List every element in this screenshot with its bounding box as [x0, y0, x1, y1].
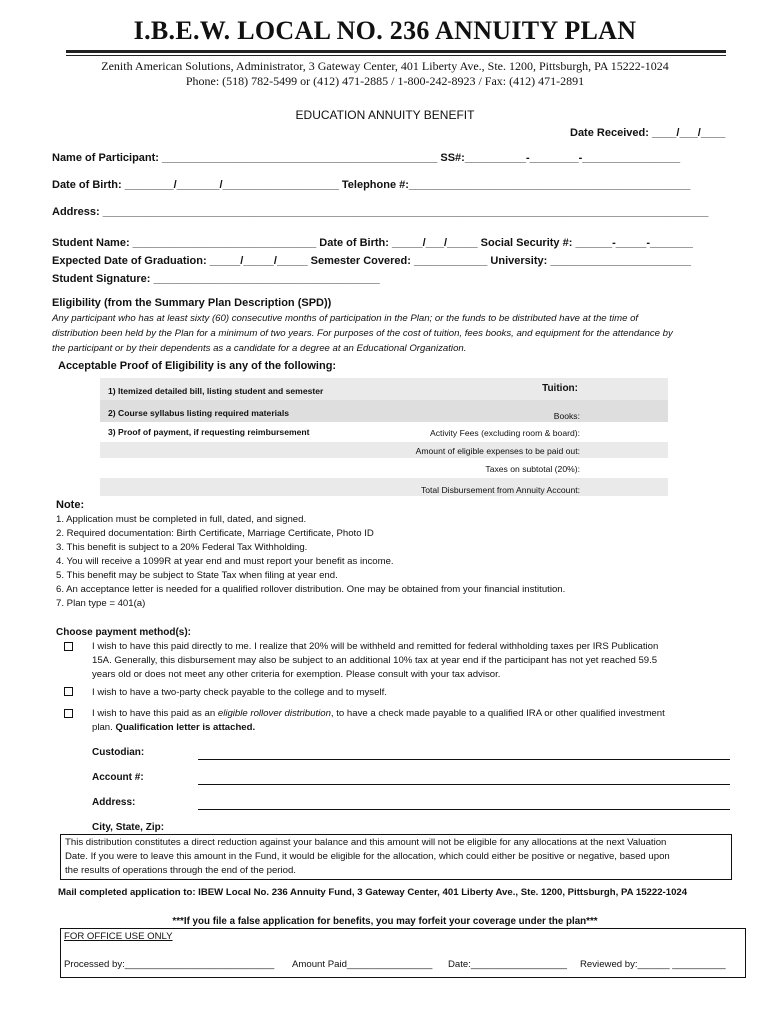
two-party-check-text: I wish to have a two-party check payable to the college and to myself.: [92, 687, 387, 698]
title-rule-thin: [66, 55, 726, 56]
mail-to-instructions: Mail completed application to: IBEW Local No. 236 Annuity Fund, 3 Gateway Center, 401 Liberty Ave., Ste. 1200, Pittsburgh, PA 15222-1024: [58, 887, 688, 898]
distribution-notice-line: This distribution constitutes a direct reduction against your balance and this amount will not be eligible for any allocations at the next Valuation: [65, 837, 667, 848]
account-label: Account #:: [92, 772, 144, 783]
city-state-zip-label: City, State, Zip:: [92, 822, 165, 833]
reviewed-by-field[interactable]: Reviewed by:______ __________: [580, 959, 726, 970]
proof-heading: Acceptable Proof of Eligibility is any of the following:: [58, 360, 337, 372]
eligibility-text-line: the participant or by their dependents as a candidate for a degree at an Educational Organization.: [52, 343, 467, 354]
account-input[interactable]: [198, 784, 730, 785]
note-item: 2. Required documentation: Birth Certificate, Marriage Certificate, Photo ID: [56, 528, 374, 539]
student-signature-field[interactable]: Student Signature: _____________________________________: [52, 273, 380, 285]
two-party-check-checkbox[interactable]: [64, 687, 73, 696]
processed-by-field[interactable]: Processed by:____________________________: [64, 959, 275, 970]
dob-telephone-field[interactable]: Date of Birth: ________/_______/___________________ Telephone #:______________________________________________: [52, 179, 691, 191]
form-title-heading: I.B.E.W. LOCAL NO. 236 ANNUITY PLAN: [133, 16, 637, 45]
rollover-text-end: , to have a check made payable to a qualified IRA or other qualified investment: [330, 708, 665, 719]
note-item: 1. Application must be completed in full, dated, and signed.: [56, 514, 307, 525]
address-field[interactable]: Address: ___________________________________________________________________________________________________: [52, 206, 709, 218]
pay-direct-checkbox[interactable]: [64, 642, 73, 651]
student-info-field[interactable]: Student Name: ______________________________ Date of Birth: _____/___/_____ Social Security #: ______-_____-_______: [52, 237, 693, 249]
rollover-text-start: I wish to have this paid as an: [92, 708, 218, 719]
books-label: Books:: [553, 411, 580, 421]
date-received-field[interactable]: Date Received: ____/___/____: [570, 127, 726, 139]
note-item: 4. You will receive a 1099R at year end and must report your benefit as income.: [56, 556, 394, 567]
note-heading: Note:: [56, 499, 85, 511]
office-use-heading: FOR OFFICE USE ONLY: [64, 931, 173, 942]
eligibility-text-line: Any participant who has at least sixty (60) consecutive months of participation in the Plan; or the funds to be distributed have at the time of: [52, 313, 639, 324]
note-item: 5. This benefit may be subject to State Tax when filing at year end.: [56, 570, 338, 581]
proof-row-shade: [100, 478, 668, 496]
office-date-field[interactable]: Date:__________________: [448, 959, 567, 970]
note-item: 6. An acceptance letter is needed for a qualified rollover distribution. One may be obtained from your financial institution.: [56, 584, 566, 595]
rollover-plan-text: plan.: [92, 722, 116, 733]
note-item: 3. This benefit is subject to a 20% Federal Tax Withholding.: [56, 542, 308, 553]
participant-name-field[interactable]: Name of Participant: _____________________________________________ SS#:__________-________-________________: [52, 152, 681, 164]
proof-item: 3) Proof of payment, if requesting reimbursement: [108, 427, 310, 437]
graduation-semester-field[interactable]: Expected Date of Graduation: _____/_____/_____ Semester Covered: ____________ University: _______________________: [52, 255, 692, 267]
distribution-notice-line: the results of operations through the end of the period.: [65, 865, 296, 876]
benefit-title: EDUCATION ANNUITY BENEFIT: [295, 108, 475, 122]
rollover-text-line2: [92, 722, 255, 733]
eligible-expenses-label: Amount of eligible expenses to be paid out:: [415, 446, 580, 456]
false-application-warning: ***If you file a false application for benefits, you may forfeit your coverage under the plan***: [172, 916, 598, 927]
tuition-label: Tuition:: [542, 383, 578, 394]
pay-direct-text: I wish to have this paid directly to me. I realize that 20% will be withheld and remitted for federal withholding taxes per IRS Publication: [92, 641, 659, 652]
total-disbursement-label: Total Disbursement from Annuity Account:: [420, 485, 580, 495]
pay-direct-text: 15A. Generally, this disbursement may also be subject to an additional 10% tax at year end if the participant has not yet reached 59.5: [92, 655, 658, 666]
proof-row-shade: [100, 442, 668, 458]
qualification-letter-text: Qualification letter is attached.: [115, 722, 256, 733]
eligibility-text-line: distribution been held by the Plan for a minimum of two years. For purposes of the cost of tuition, fees books, and equipment for the attendance by: [52, 328, 673, 339]
amount-paid-field[interactable]: Amount Paid________________: [292, 959, 433, 970]
pay-direct-text: years old or does not meet any other criteria for exemption. Please consult with your tax advisor.: [92, 669, 501, 680]
payment-method-heading: Choose payment method(s):: [56, 627, 192, 638]
custodian-input[interactable]: [198, 759, 730, 760]
proof-item: 2) Course syllabus listing required materials: [108, 408, 290, 418]
rollover-checkbox[interactable]: [64, 709, 73, 718]
proof-item: 1) Itemized detailed bill, listing student and semester: [108, 386, 324, 396]
contact-phone-line: Phone: (518) 782-5499 or (412) 471-2885 / 1-800-242-8923 / Fax: (412) 471-2891: [185, 74, 585, 88]
rollover-text: [92, 708, 665, 719]
title-rule-thick: [66, 50, 726, 53]
rollover-text-italic: eligible rollover distribution: [217, 708, 331, 719]
distribution-notice-line: Date. If you were to leave this amount in the Fund, it would be eligible for the allocation, which could either be positive or negative, based upon: [65, 851, 670, 862]
custodian-address-label: Address:: [92, 797, 136, 808]
eligibility-heading: Eligibility (from the Summary Plan Description (SPD)): [52, 297, 332, 309]
note-item: 7. Plan type = 401(a): [56, 598, 146, 609]
custodian-address-input[interactable]: [198, 809, 730, 810]
custodian-label: Custodian:: [92, 747, 145, 758]
taxes-label: Taxes on subtotal (20%):: [485, 464, 580, 474]
activity-fees-label: Activity Fees (excluding room & board):: [430, 428, 580, 438]
administrator-address: Zenith American Solutions, Administrator, 3 Gateway Center, 401 Liberty Ave., Ste. 1200, Pittsburgh, PA 15222-1024: [101, 59, 669, 73]
